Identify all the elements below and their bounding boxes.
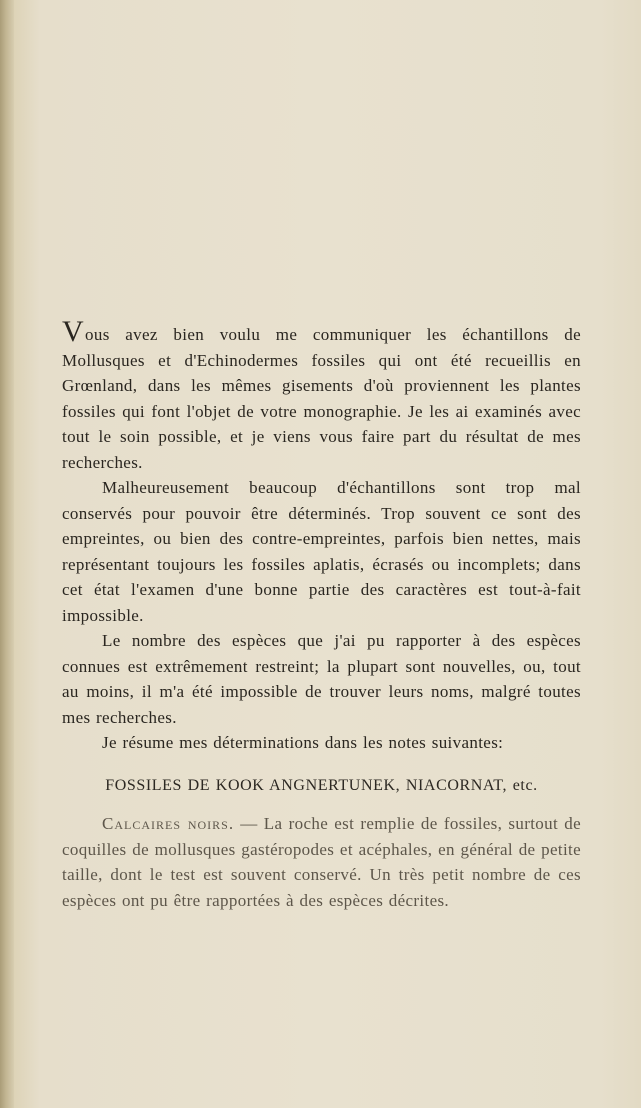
section-text: — La roche est remplie de fossiles, surtout de coquilles de mollusques gastéropodes et acéphales, en général de petite taille, dont le test est souvent conservé. Un très petit nombre de ces espèces ont pu être rapportées à des espèces décrites.	[62, 814, 581, 910]
paragraph-conservation: Malheureusement beaucoup d'échantillons sont trop mal conservés pour pouvoir être déterminés. Trop souvent ce sont des empreintes, ou bien des contre-empreintes, parfois bien nettes, mais représentant toujours les fossiles aplatis, écrasés ou incomplets; dans cet état l'examen d'une bonne partie des caractères est tout-à-fait impossible.	[62, 478, 581, 625]
paragraph-intro-text: ous avez bien voulu me communiquer les échantillons de Mollusques et d'Echinodermes fossiles qui ont été recueillis en Grœnland, dans les mêmes gisements d'où proviennent les plantes fossiles qui font l'objet de votre monographie. Je les ai examinés avec tout le soin possible, et je viens vous faire part du résultat de mes recherches.	[62, 325, 581, 472]
page-binding-edge	[0, 0, 14, 1108]
drop-cap-initial: V	[62, 315, 85, 348]
section-label: Calcaires noirs.	[102, 814, 235, 833]
paragraph-intro	[62, 315, 581, 475]
paragraph-calcaires-noirs	[62, 811, 581, 913]
page-text-block	[62, 315, 581, 913]
paragraph-summary: Je résume mes déterminations dans les notes suivantes:	[102, 733, 504, 752]
section-heading: FOSSILES DE KOOK ANGNERTUNEK, NIACORNAT, etc.	[105, 776, 538, 794]
paragraph-species-count: Le nombre des espèces que j'ai pu rapporter à des espèces connues est extrêmement restreint; la plupart sont nouvelles, ou, tout au moins, il m'a été impossible de trouver leurs noms, malgré toutes mes recherches.	[62, 631, 581, 727]
